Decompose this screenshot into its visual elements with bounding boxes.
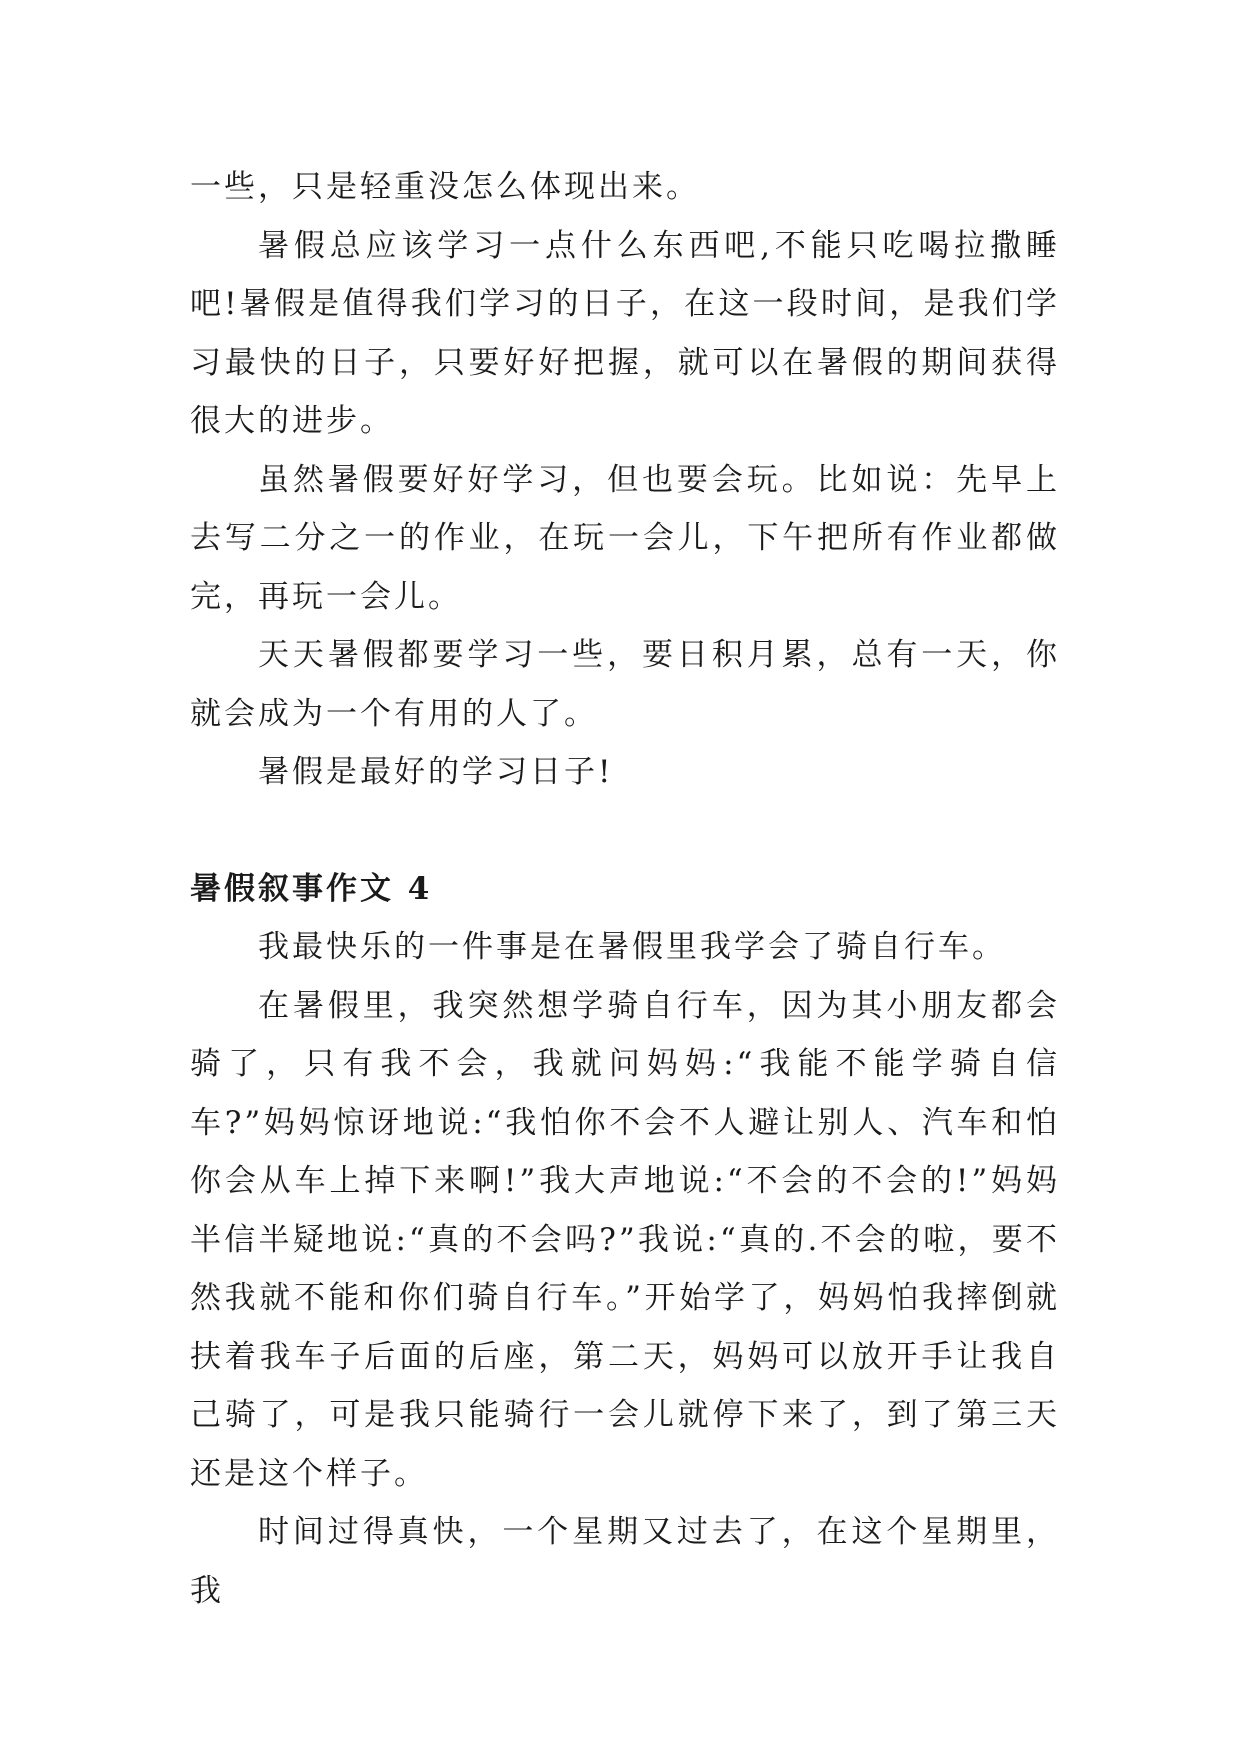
paragraph: 暑假总应该学习一点什么东西吧,不能只吃喝拉撒睡吧!暑假是值得我们学习的日子，在这一段时间，是我们学习最快的日子，只要好好把握，就可以在暑假的期间获得很大的进步。 [190, 227, 1060, 439]
paragraph: 在暑假里，我突然想学骑自行车，因为其小朋友都会骑了，只有我不会，我就问妈妈:“我能不能学骑自信车?”妈妈惊讶地说:“我怕你不会不人避让别人、汽车和怕你会从车上掉下来啊!”我大声地说:“不会的不会的!”妈妈半信半疑地说:“真的不会吗?”我说:“真的.不会的啦，要不然我就不能和你们骑自行车。”开始学了，妈妈怕我摔倒就扶着我车子后面的后座，第二天，妈妈可以放开手让我自己骑了，可是我只能骑行一会儿就停下来了，到了第三天还是这个样子。 [190, 987, 1060, 1492]
section-title: 暑假叙事作文 4 [190, 870, 433, 907]
paragraph: 天天暑假都要学习一些，要日积月累，总有一天，你就会成为一个有用的人了。 [190, 637, 1060, 732]
paragraph: 我最快乐的一件事是在暑假里我学会了骑自行车。 [258, 929, 1006, 965]
paragraph: 虽然暑假要好好学习，但也要会玩。比如说：先早上去写二分之一的作业，在玩一会儿，下午把所有作业都做完，再玩一会儿。 [190, 461, 1060, 615]
paragraph: 暑假是最好的学习日子! [258, 754, 614, 790]
document-body [190, 158, 1060, 1620]
paragraph: 时间过得真快，一个星期又过去了，在这个星期里，我 [190, 1514, 1060, 1609]
paragraph-continuation: 一些，只是轻重没怎么体现出来。 [190, 169, 700, 205]
